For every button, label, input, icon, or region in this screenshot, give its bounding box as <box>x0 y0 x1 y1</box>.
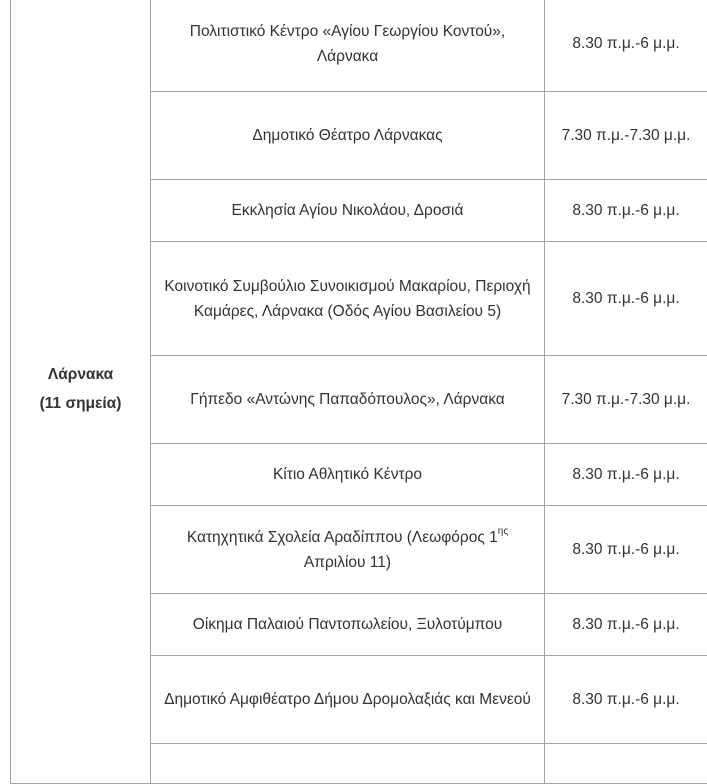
hours-cell: 8.30 π.μ.-6 μ.μ. <box>545 0 707 92</box>
hours-cell: 8.30 π.μ.-6 μ.μ. <box>545 506 707 594</box>
hours-cell: 8.30 π.μ.-6 μ.μ. <box>545 444 707 506</box>
district-cell <box>11 0 151 784</box>
location-cell: Κοινοτικό Συμβούλιο Συνοικισμού Μακαρίου, Περιοχή Καμάρες, Λάρνακα (Οδός Αγίου Βασιλείου 5) <box>151 242 545 356</box>
location-cell: Εκκλησία Αγίου Νικολάου, Δροσιά <box>151 180 545 242</box>
vaccination-sites-table <box>10 0 707 784</box>
location-cell: Δημοτικό Αμφιθέατρο Δήμου Δρομολαξιάς και Μενεού <box>151 656 545 744</box>
location-cell <box>151 506 545 594</box>
hours-cell: 7.30 π.μ.-7.30 μ.μ. <box>545 356 707 444</box>
location-cell: Πολιτιστικό Κέντρο «Αγίου Γεωργίου Κοντού», Λάρνακα <box>151 0 545 92</box>
district-site-count: (11 σημεία) <box>21 394 140 414</box>
hours-cell <box>545 744 707 784</box>
location-cell: Κίτιο Αθλητικό Κέντρο <box>151 444 545 506</box>
district-name: Λάρνακα <box>21 365 140 385</box>
table-row <box>11 0 707 92</box>
location-cell: Γήπεδο «Αντώνης Παπαδόπουλος», Λάρνακα <box>151 356 545 444</box>
ordinal-superscript: ης <box>498 526 508 537</box>
location-cell <box>151 744 545 784</box>
location-text-end: Απριλίου 11) <box>304 554 391 571</box>
hours-cell: 8.30 π.μ.-6 μ.μ. <box>545 594 707 656</box>
location-text-start: Κατηχητικά Σχολεία Αραδίππου (Λεωφόρος 1 <box>187 529 498 546</box>
location-cell: Οίκημα Παλαιού Παντοπωλείου, Ξυλοτύμπου <box>151 594 545 656</box>
hours-cell: 8.30 π.μ.-6 μ.μ. <box>545 242 707 356</box>
hours-cell: 8.30 π.μ.-6 μ.μ. <box>545 656 707 744</box>
hours-cell: 8.30 π.μ.-6 μ.μ. <box>545 180 707 242</box>
location-cell: Δημοτικό Θέατρο Λάρνακας <box>151 92 545 180</box>
hours-cell: 7.30 π.μ.-7.30 μ.μ. <box>545 92 707 180</box>
